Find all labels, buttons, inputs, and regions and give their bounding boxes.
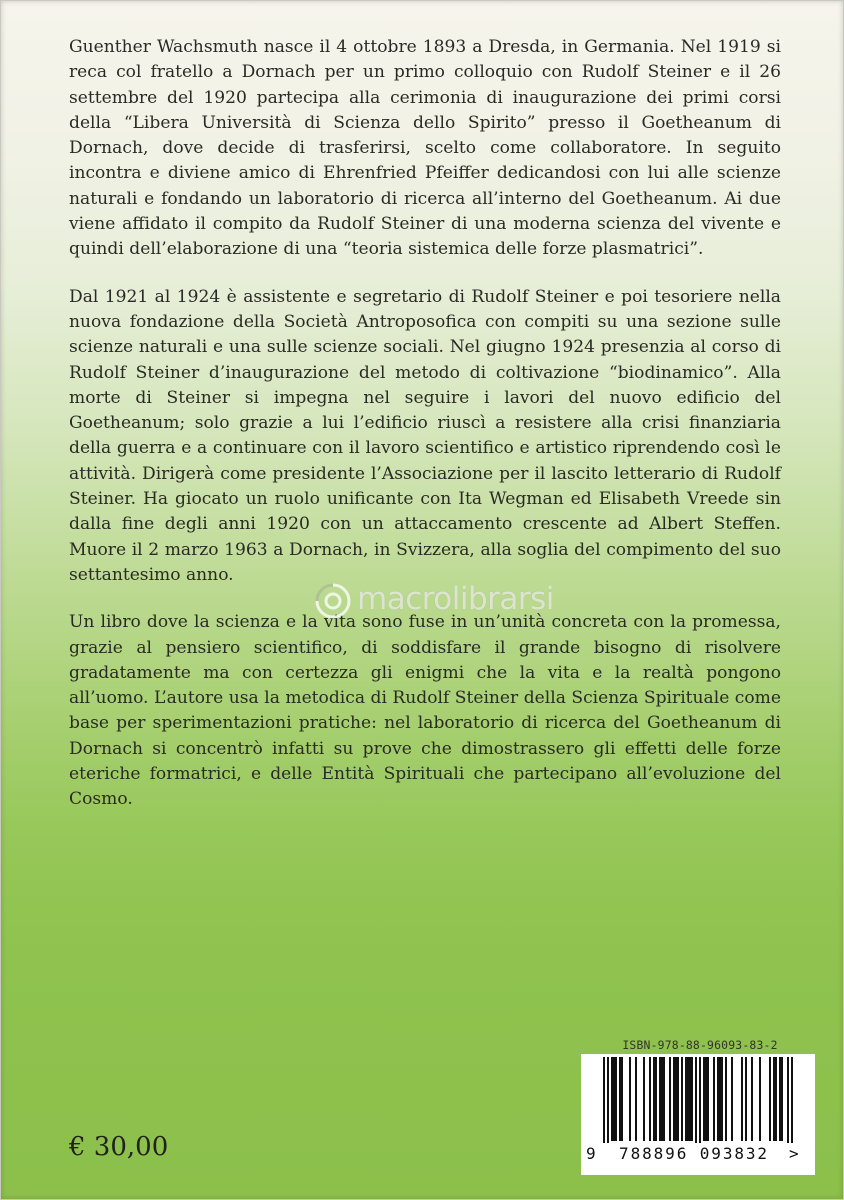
barcode-bar (775, 1057, 777, 1141)
barcode-bar (613, 1057, 615, 1141)
barcode-bar (721, 1057, 723, 1141)
barcode-bar (655, 1057, 657, 1141)
barcode-bar (607, 1057, 609, 1143)
barcode-first-digit: 9 (586, 1144, 596, 1163)
barcode-bar (661, 1057, 663, 1141)
watermark-text: macrolibrarsi (357, 581, 554, 617)
barcode-bar (663, 1057, 665, 1141)
barcode-bar (685, 1057, 687, 1141)
barcode-bar (689, 1057, 691, 1141)
barcode-digits: 788896 093832 (605, 1144, 783, 1163)
barcode-bar (687, 1057, 689, 1141)
barcode-bar (603, 1057, 605, 1143)
barcode-bar (673, 1057, 675, 1141)
barcode-bar (725, 1057, 727, 1141)
barcode-bar (669, 1057, 671, 1141)
barcode-bar (773, 1057, 775, 1141)
barcode-bar (705, 1057, 707, 1141)
barcode-bar (691, 1057, 693, 1141)
macrolibrarsi-logo-icon (313, 581, 353, 621)
blurb-paragraph-biography: Guenther Wachsmuth nasce il 4 ottobre 1893 a Dresda, in Germania. Nel 1919 si reca col fratello a Dornach per un primo colloquio con Rudolf Steiner e il 26 settembre del 1920 partecipa alla cerimonia di inaugurazione dei primi corsi della “Libera Università di Scienza dello Spirito” presso il Goetheanum di Dornach, dove decide di trasferirsi, scelto come collaboratore. In seguito incontra e diviene amico di Ehrenfried Pfeiffer dedicandosi con lui alle scienze naturali e fondando un laboratorio di ricerca all’interno del Goetheanum. Ai due viene affidato il compito da Rudolf Steiner di una moderna scienza del vivente e quindi dell’elaborazione di una “teoria sistemica delle forze plasmatrici”. (69, 37, 781, 260)
barcode-bar (677, 1057, 679, 1141)
barcode-bar (779, 1057, 781, 1141)
barcode-bar (699, 1057, 701, 1143)
macrolibrarsi-watermark (313, 575, 561, 625)
barcode-bar (787, 1057, 789, 1143)
barcode-bar (717, 1057, 719, 1141)
barcode-bar (695, 1057, 697, 1143)
barcode-bar (653, 1057, 655, 1141)
barcode-bar (741, 1057, 743, 1141)
barcode-bar (615, 1057, 617, 1141)
barcode-bar (731, 1057, 733, 1141)
barcode-bar (745, 1057, 747, 1141)
barcode-bar (643, 1057, 645, 1141)
barcode-bar (675, 1057, 677, 1141)
barcode-bar (713, 1057, 715, 1141)
barcode-bar (611, 1057, 613, 1141)
blurb-paragraph-book-summary: Un libro dove la scienza e la vita sono fuse in un’unità concreta con la promessa, grazie al pensiero scientifico, di soddisfare il grande bisogno di risolvere gradatamente ma con certezza gli enigmi che la vita e la realtà pongono all’uomo. L’autore usa la metodica di Rudolf Steiner della Scienza Spirituale come base per sperimentazioni pratiche: nel laboratorio di ricerca del Goetheanum di Dornach si concentrò infatti su prove che dimostrassero gli effetti delle forze eteriche formatrici, e delle Entità Spirituali che partecipano all’evoluzione del Cosmo. (69, 612, 781, 810)
barcode-bar (781, 1057, 783, 1141)
barcode-bar (769, 1057, 771, 1141)
barcode-bar (791, 1057, 793, 1143)
barcode-bar (703, 1057, 705, 1141)
barcode-bars (585, 1057, 811, 1143)
barcode-bar (619, 1057, 621, 1141)
barcode-bar (649, 1057, 651, 1141)
barcode-bar (751, 1057, 753, 1141)
barcode-bar (659, 1057, 661, 1141)
back-cover-blurb (69, 35, 781, 835)
barcode-end-mark: > (789, 1144, 799, 1163)
barcode-bar (629, 1057, 631, 1141)
blurb-paragraph-career: Dal 1921 al 1924 è assistente e segretario di Rudolf Steiner e poi tesoriere nella nuova fondazione della Società Antroposofica con compiti su una sezione sulle scienze naturali e una sulle scienze sociali. Nel giugno 1924 presenzia al corso di Rudolf Steiner d’inaugurazione del metodo di coltivazione “biodinamico”. Alla morte di Steiner si impegna nel seguire i lavori del nuovo edificio del Goetheanum; solo grazie a lui l’edificio riuscì a resistere alla crisi finanziaria della guerra e a continuare con il lavoro scientifico e artistico riprendendo così le attività. Dirigerà come presidente l’Associazione per il lascito letterario di Rudolf Steiner. Ha giocato un ruolo unificante con Ita Wegman ed Elisabeth Vreede sin dalla fine degli anni 1920 con un attaccamento crescente ad Albert Steffen. Muore il 2 marzo 1963 a Dornach, in Svizzera, alla soglia del compimento del suo settantesimo anno. (69, 286, 781, 585)
barcode-bar (621, 1057, 623, 1141)
barcode-bar (707, 1057, 709, 1141)
barcode-bar (759, 1057, 761, 1141)
barcode-bar (681, 1057, 683, 1141)
barcode-bar (635, 1057, 637, 1141)
price: € 30,00 (69, 1132, 169, 1162)
barcode-bar (719, 1057, 721, 1141)
isbn-label: ISBN-978-88-96093-83-2 (622, 1038, 778, 1052)
